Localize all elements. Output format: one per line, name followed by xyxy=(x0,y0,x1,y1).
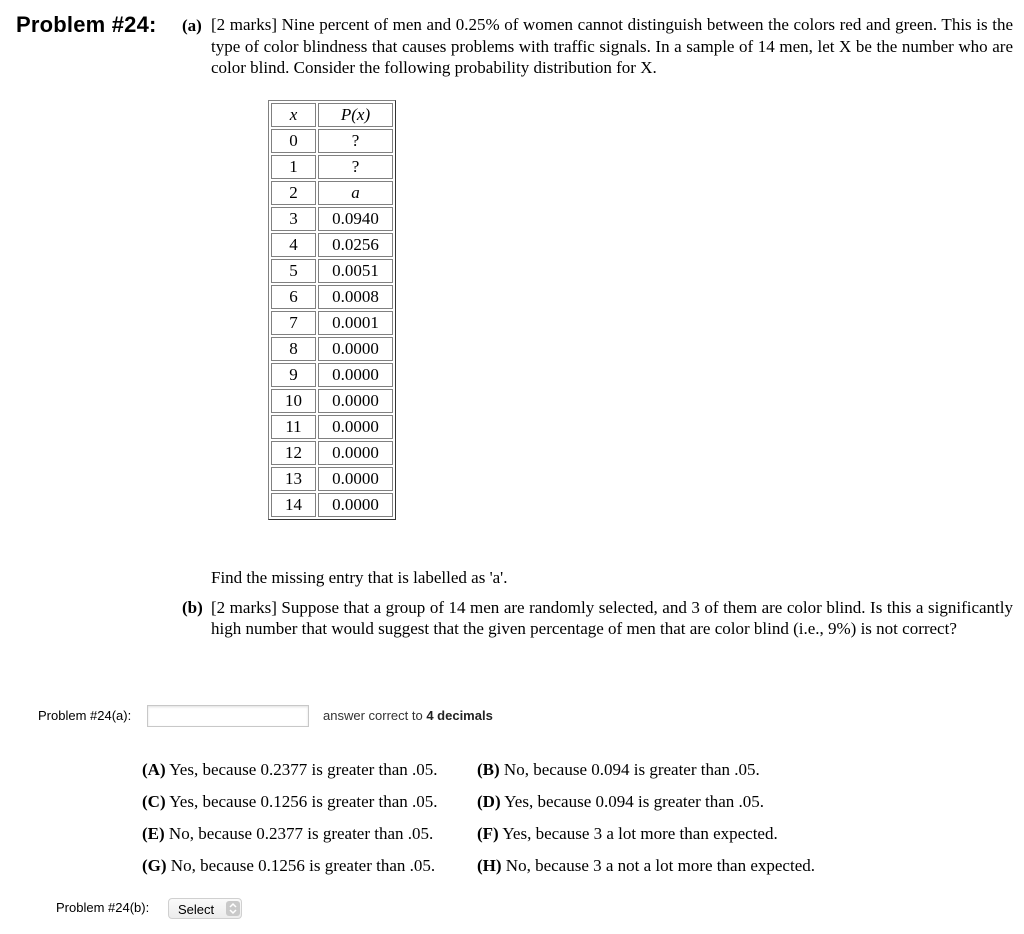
answer-hint-decimals: 4 decimals xyxy=(426,708,493,723)
choice-option xyxy=(477,856,815,876)
choice-letter: (C) xyxy=(142,792,166,811)
header-px: P(x) xyxy=(318,103,393,127)
header-x: x xyxy=(271,103,316,127)
probability-table xyxy=(268,100,396,520)
cell-x: 2 xyxy=(271,181,316,205)
choice-letter: (G) xyxy=(142,856,167,875)
part-b-text: [2 marks] Suppose that a group of 14 men are randomly selected, and 3 of them are color blind. Is this a significantly high number that would suggest that the given percentage of men that are color blind (i.e., 9%) is not correct? xyxy=(211,598,1013,638)
answer-b-label: Problem #24(b): xyxy=(56,900,150,915)
table-row xyxy=(271,259,393,283)
choice-option xyxy=(142,760,477,780)
answer-b-select[interactable] xyxy=(168,898,242,919)
choice-text: Yes, because 3 a lot more than expected. xyxy=(502,824,778,843)
choice-text: No, because 0.094 is greater than .05. xyxy=(503,760,760,779)
answer-hint xyxy=(323,708,493,723)
table-row xyxy=(271,415,393,439)
choice-option xyxy=(142,856,477,876)
problem-title: Problem #24: xyxy=(16,12,157,37)
cell-px: ? xyxy=(318,129,393,153)
table-row xyxy=(271,155,393,179)
cell-x: 0 xyxy=(271,129,316,153)
choice-option xyxy=(142,792,477,812)
choice-text: No, because 0.1256 is greater than .05. xyxy=(170,856,436,875)
cell-px: 0.0051 xyxy=(318,259,393,283)
cell-x: 9 xyxy=(271,363,316,387)
table-row xyxy=(271,129,393,153)
choice-letter: (H) xyxy=(477,856,502,875)
cell-px: 0.0000 xyxy=(318,337,393,361)
cell-x: 7 xyxy=(271,311,316,335)
cell-px: 0.0000 xyxy=(318,467,393,491)
cell-px: 0.0000 xyxy=(318,415,393,439)
answer-b-select-value: Select xyxy=(178,902,215,917)
part-b-label: (b) xyxy=(182,598,203,617)
choice-text: No, because 0.2377 is greater than .05. xyxy=(168,824,434,843)
cell-px: 0.0000 xyxy=(318,363,393,387)
find-missing-text: Find the missing entry that is labelled as 'a'. xyxy=(211,568,508,587)
answer-a-input[interactable] xyxy=(147,705,309,727)
table-row xyxy=(271,493,393,517)
cell-x: 8 xyxy=(271,337,316,361)
choice-row xyxy=(142,760,815,792)
cell-px: 0.0256 xyxy=(318,233,393,257)
cell-x: 1 xyxy=(271,155,316,179)
cell-px: ? xyxy=(318,155,393,179)
cell-x: 3 xyxy=(271,207,316,231)
cell-x: 4 xyxy=(271,233,316,257)
table-row xyxy=(271,285,393,309)
answer-a-label: Problem #24(a): xyxy=(38,708,132,723)
choice-row xyxy=(142,824,815,856)
cell-px: 0.0008 xyxy=(318,285,393,309)
choice-row xyxy=(142,856,815,888)
choice-text: No, because 3 a not a lot more than expected. xyxy=(505,856,815,875)
choice-text: Yes, because 0.2377 is greater than .05. xyxy=(169,760,438,779)
cell-px: 0.0940 xyxy=(318,207,393,231)
table-row xyxy=(271,363,393,387)
choice-letter: (F) xyxy=(477,824,499,843)
answer-hint-prefix: answer correct to xyxy=(323,708,423,723)
cell-px: 0.0000 xyxy=(318,493,393,517)
table-row xyxy=(271,389,393,413)
choice-list xyxy=(142,760,815,888)
table-row xyxy=(271,181,393,205)
table-row xyxy=(271,467,393,491)
table-row xyxy=(271,337,393,361)
choice-text: Yes, because 0.1256 is greater than .05. xyxy=(169,792,438,811)
choice-text: Yes, because 0.094 is greater than .05. xyxy=(504,792,765,811)
cell-x: 14 xyxy=(271,493,316,517)
choice-letter: (A) xyxy=(142,760,166,779)
choice-option xyxy=(477,760,760,780)
choice-option xyxy=(142,824,477,844)
select-arrows-icon xyxy=(226,901,240,916)
table-row xyxy=(271,311,393,335)
cell-px: 0.0001 xyxy=(318,311,393,335)
cell-px: 0.0000 xyxy=(318,389,393,413)
table-header-row xyxy=(271,103,393,127)
cell-x: 6 xyxy=(271,285,316,309)
choice-row xyxy=(142,792,815,824)
choice-letter: (E) xyxy=(142,824,165,843)
table-row xyxy=(271,233,393,257)
cell-x: 5 xyxy=(271,259,316,283)
part-a-label: (a) xyxy=(182,16,202,35)
part-a-text: [2 marks] Nine percent of men and 0.25% of women cannot distinguish between the colors red and green. This is the type of color blindness that causes problems with traffic signals. In a sample of 14 men, let X be the number who are color blind. Consider the following probability distribution for X. xyxy=(211,15,1013,77)
choice-option xyxy=(477,824,778,844)
cell-x: 12 xyxy=(271,441,316,465)
cell-px: 0.0000 xyxy=(318,441,393,465)
choice-letter: (B) xyxy=(477,760,500,779)
table-row xyxy=(271,441,393,465)
cell-x: 11 xyxy=(271,415,316,439)
cell-x: 13 xyxy=(271,467,316,491)
cell-px: a xyxy=(318,181,393,205)
choice-letter: (D) xyxy=(477,792,501,811)
choice-option xyxy=(477,792,764,812)
table-row xyxy=(271,207,393,231)
cell-x: 10 xyxy=(271,389,316,413)
distribution-table xyxy=(268,100,396,520)
